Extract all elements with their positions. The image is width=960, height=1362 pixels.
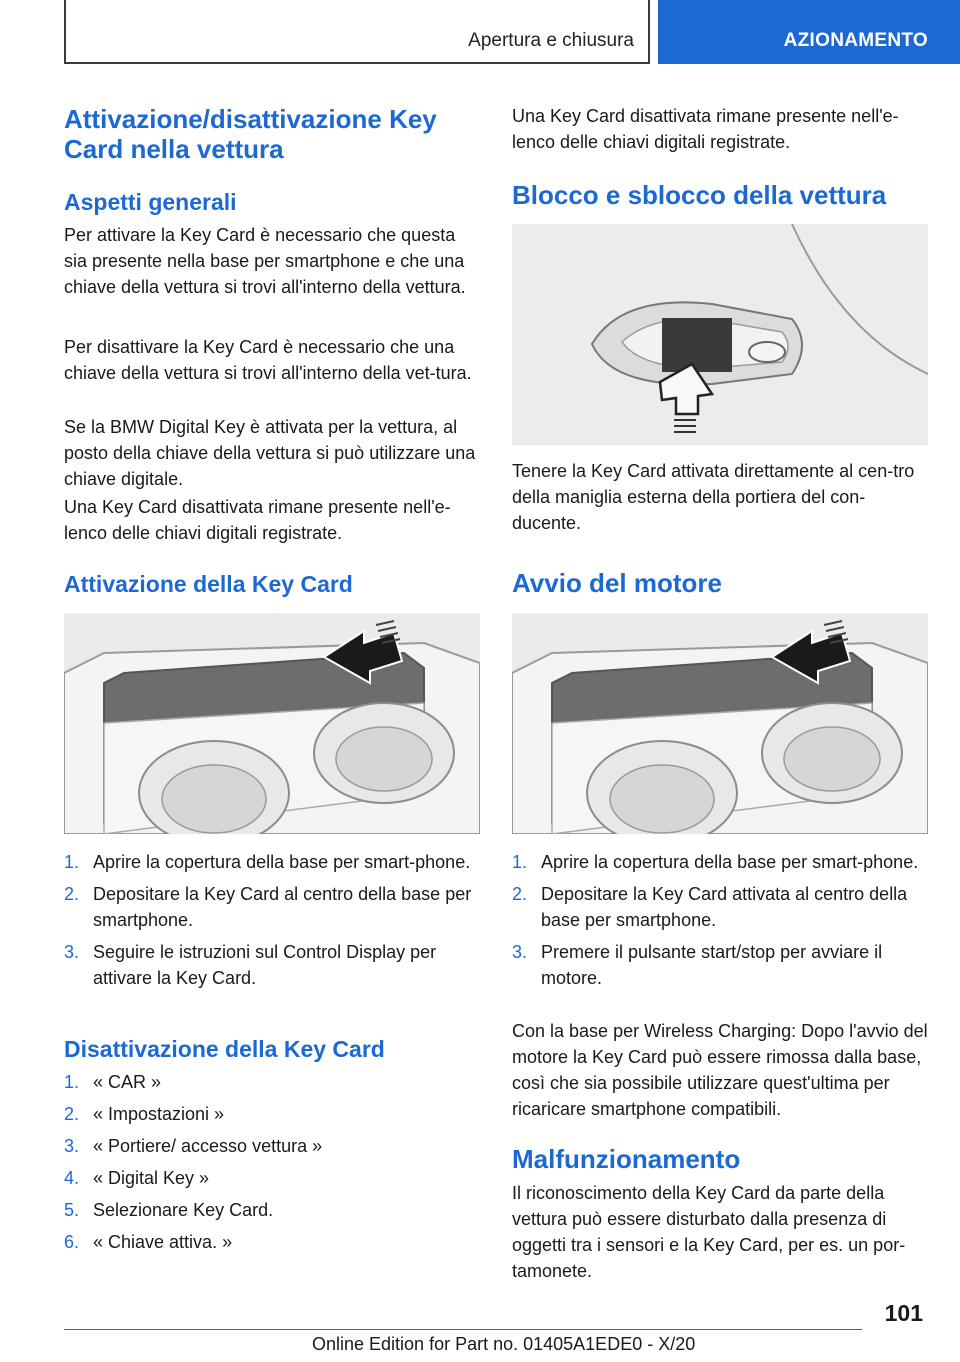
heading-deactivation: Disattivazione della Key Card	[64, 1036, 385, 1062]
list-item: 2. Depositare la Key Card attivata al centro della base per smartphone.	[512, 884, 908, 930]
paragraph-deactivate-requirement: Per disattivare la Key Card è necessario che una chiave della vettura si trovi all'interno della vet-tura.	[64, 337, 472, 383]
list-item: 2. « Impostazioni »	[64, 1104, 225, 1124]
heading-engine-start: Avvio del motore	[512, 568, 722, 598]
paragraph-lock-instruction: Tenere la Key Card attivata direttamente al cen-tro della maniglia esterna della portiera del con-ducente.	[512, 461, 915, 533]
smartphone-tray-drawing	[64, 613, 480, 834]
list-item: 5. Selezionare Key Card.	[64, 1200, 274, 1220]
footer-divider	[64, 1329, 862, 1330]
header-chapter-tab[interactable]	[658, 0, 960, 64]
paragraph-wireless-charging: Con la base per Wireless Charging: Dopo l'avvio del motore la Key Card può essere rimossa dalla base, così che sia possibile utilizzare quest'ultima per ricaricare smartphone compatibili.	[512, 1021, 928, 1119]
header-section-box	[64, 0, 650, 64]
list-item: 3. Premere il pulsante start/stop per avviare il motore.	[512, 942, 883, 988]
paragraph-digital-key: Se la BMW Digital Key è attivata per la vettura, al posto della chiave della vettura si può utilizzare una chiave digitale.	[64, 417, 476, 489]
list-item: 3. Seguire le istruzioni sul Control Display per attivare la Key Card.	[64, 942, 437, 988]
heading-activation: Attivazione della Key Card	[64, 571, 353, 597]
illustration-smartphone-tray-engine	[512, 613, 928, 834]
heading-lock-unlock: Blocco e sblocco della vettura	[512, 180, 887, 210]
illustration-smartphone-tray	[64, 613, 480, 834]
header-chapter-title: AZIONAMENTO	[783, 30, 928, 51]
list-item: 6. « Chiave attiva. »	[64, 1232, 233, 1252]
deactivation-steps	[64, 1069, 480, 1261]
smartphone-tray-drawing	[512, 613, 928, 834]
engine-start-steps	[512, 849, 928, 997]
heading-general: Aspetti generali	[64, 189, 237, 215]
paragraph-deactivated-list-right: Una Key Card disattivata rimane presente nell'e-lenco delle chiavi digitali registrate.	[512, 106, 899, 152]
paragraph-activate-requirement: Per attivare la Key Card è necessario che questa sia presente nella base per smartphone e che una chiave della vettura si trovi all'interno della vettura.	[64, 225, 466, 297]
paragraph-malfunction: Il riconoscimento della Key Card da parte della vettura può essere disturbato dalla presenza di oggetti tra i sensori e la Key Card, per es. un por-tamonete.	[512, 1183, 906, 1281]
list-item: 1. « CAR »	[64, 1072, 162, 1092]
activation-steps	[64, 849, 480, 997]
main-title: Attivazione/disattivazione Key Card nella vettura	[64, 104, 437, 164]
list-item: 3. « Portiere/ accesso vettura »	[64, 1136, 323, 1156]
heading-malfunction: Malfunzionamento	[512, 1144, 741, 1174]
list-item: 2. Depositare la Key Card al centro della base per smartphone.	[64, 884, 472, 930]
list-item: 4. « Digital Key »	[64, 1168, 210, 1188]
footer-edition: Online Edition for Part no. 01405A1EDE0 - X/20	[312, 1334, 696, 1354]
list-item: 1. Aprire la copertura della base per smart-phone.	[512, 852, 919, 872]
list-item: 1. Aprire la copertura della base per smart-phone.	[64, 852, 471, 872]
header-section-title: Apertura e chiusura	[468, 30, 634, 51]
paragraph-deactivated-list: Una Key Card disattivata rimane presente nell'e-lenco delle chiavi digitali registrate.	[64, 497, 451, 543]
illustration-door-handle	[512, 224, 928, 445]
door-handle-drawing	[512, 224, 928, 445]
page-number: 101	[884, 1300, 923, 1326]
